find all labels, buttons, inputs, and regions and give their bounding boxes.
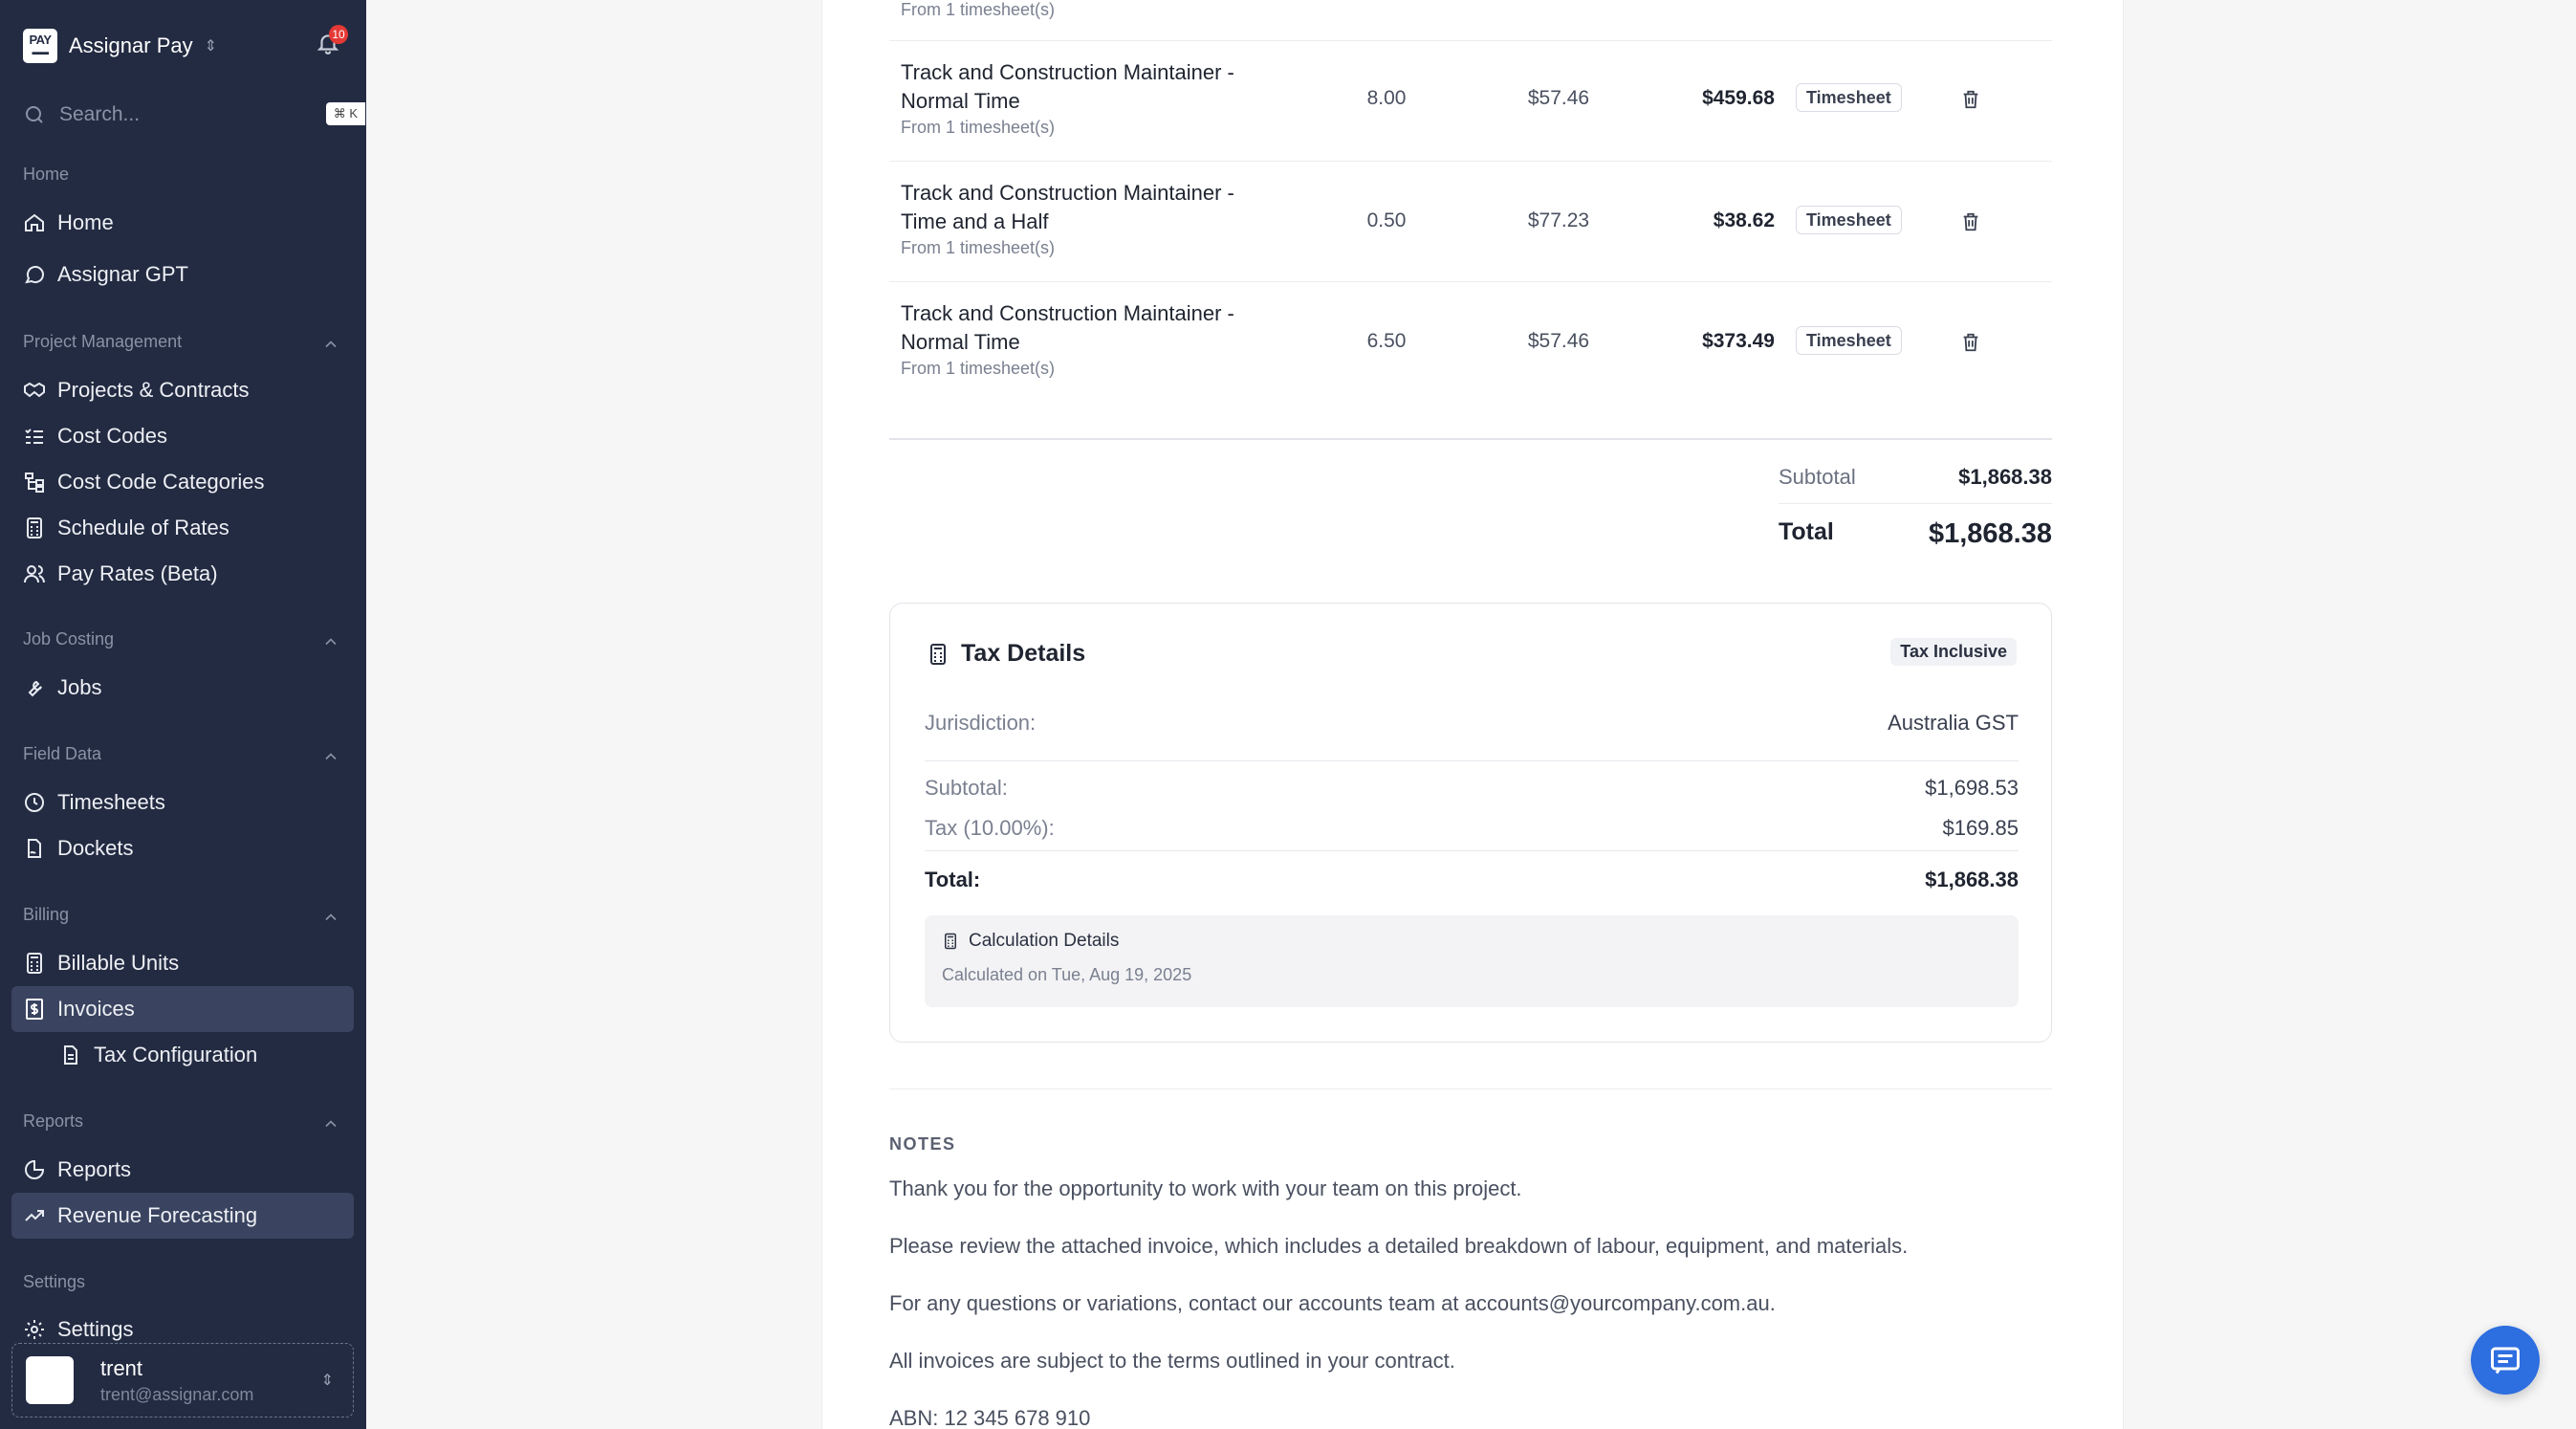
- notification-count-badge: 10: [329, 25, 348, 44]
- search-placeholder: Search...: [59, 103, 141, 125]
- sidebar-item-label: Billable Units: [57, 951, 180, 975]
- subtotal-label: Subtotal: [1779, 465, 1856, 489]
- sidebar-item-schedule-of-rates[interactable]: [11, 505, 354, 551]
- line-item-qty: 8.00: [1366, 87, 1407, 109]
- trending-up-icon: [23, 1204, 46, 1227]
- trash-icon[interactable]: [1960, 332, 1981, 353]
- search-input[interactable]: [23, 96, 365, 134]
- sidebar-item-projects-contracts[interactable]: [11, 367, 354, 413]
- sidebar-item-revenue-forecasting[interactable]: [11, 1193, 354, 1239]
- table-row: [889, 40, 2052, 161]
- line-item-source: From 1 timesheet(s): [901, 118, 1056, 137]
- chevron-up-icon[interactable]: [321, 1114, 340, 1133]
- sidebar-item-jobs[interactable]: [11, 665, 354, 711]
- line-item-rate: $77.23: [1527, 209, 1590, 231]
- pie-chart-icon: [23, 1158, 46, 1181]
- sidebar-item-label: Timesheets: [57, 790, 165, 814]
- calculator-icon: [927, 643, 950, 666]
- chevron-up-icon[interactable]: [321, 747, 340, 766]
- gear-icon: [23, 1318, 46, 1341]
- sidebar-item-billable-units[interactable]: [11, 940, 354, 986]
- sidebar-item-label: Cost Code Categories: [57, 470, 265, 494]
- line-item-type-badge: Timesheet: [1796, 206, 1902, 234]
- message-icon: [2488, 1343, 2522, 1377]
- divider: [1779, 503, 2052, 504]
- trash-icon[interactable]: [1960, 89, 1981, 110]
- tax-amount-value: $169.85: [1942, 816, 2019, 840]
- users-icon: [23, 562, 46, 585]
- note-line: For any questions or variations, contact our accounts team at accounts@yourcompany.com.au.: [889, 1291, 1776, 1315]
- table-row: [889, 281, 2052, 402]
- line-item-qty: 0.50: [1366, 209, 1407, 231]
- sidebar-item-pay-rates[interactable]: [11, 551, 354, 597]
- sidebar-item-label: Pay Rates (Beta): [57, 561, 218, 585]
- tax-total-label: Total:: [925, 868, 981, 891]
- table-row: [889, 161, 2052, 281]
- sidebar-item-label: Tax Configuration: [94, 1043, 258, 1066]
- sidebar-item-label: Schedule of Rates: [57, 516, 229, 539]
- line-item-amount: $459.68: [1702, 87, 1775, 109]
- sidebar-item-invoices[interactable]: [11, 986, 354, 1032]
- tax-subtotal-value: $1,698.53: [1925, 776, 2019, 800]
- calculation-details-title: Calculation Details: [942, 931, 1119, 952]
- note-line: ABN: 12 345 678 910: [889, 1406, 1091, 1429]
- sidebar-item-label: Invoices: [57, 997, 135, 1021]
- section-billing: Billing: [23, 905, 70, 924]
- sidebar-item-cost-codes[interactable]: [11, 413, 354, 459]
- line-item-rate: $57.46: [1527, 87, 1590, 109]
- line-item-description: Track and Construction Maintainer - Normal Time: [901, 301, 1234, 354]
- trash-icon[interactable]: [1960, 211, 1981, 232]
- sidebar: [0, 0, 366, 1429]
- section-field-data: Field Data: [23, 744, 102, 763]
- line-item-source: From 1 timesheet(s): [901, 359, 1056, 378]
- workspace-switcher[interactable]: [23, 27, 217, 65]
- section-job-costing: Job Costing: [23, 629, 115, 649]
- sidebar-item-label: Jobs: [57, 675, 102, 699]
- section-reports: Reports: [23, 1111, 84, 1131]
- notifications-button[interactable]: [316, 28, 345, 59]
- chevron-up-icon[interactable]: [321, 335, 340, 354]
- calculator-icon: [23, 952, 46, 975]
- chevron-up-icon[interactable]: [321, 908, 340, 927]
- sidebar-item-label: Home: [57, 210, 114, 234]
- user-menu[interactable]: [11, 1343, 354, 1418]
- subtotal-value: $1,868.38: [1958, 465, 2052, 489]
- line-item-source: From 1 timesheet(s): [901, 238, 1056, 257]
- tax-details-title: Tax Details: [927, 640, 1085, 668]
- line-item-amount: $38.62: [1713, 209, 1775, 231]
- divider: [925, 850, 2019, 851]
- note-line: Please review the attached invoice, which includes a detailed breakdown of labour, equipment, and materials.: [889, 1234, 1909, 1258]
- chat-support-button[interactable]: [2471, 1326, 2540, 1395]
- section-home: Home: [23, 165, 70, 184]
- tree-icon: [23, 471, 46, 494]
- sidebar-item-dockets[interactable]: [11, 825, 354, 871]
- user-email: trent@assignar.com: [100, 1384, 254, 1404]
- line-item-rate: $57.46: [1527, 330, 1590, 352]
- tax-details-card: [889, 603, 2052, 1043]
- section-settings: Settings: [23, 1272, 86, 1291]
- clock-icon: [23, 791, 46, 814]
- divider: [889, 438, 2052, 440]
- sidebar-item-label: Assignar GPT: [57, 262, 188, 286]
- line-item-qty: 6.50: [1366, 330, 1407, 352]
- tax-total-value: $1,868.38: [1925, 868, 2019, 891]
- calculator-icon: [23, 517, 46, 539]
- line-item-source: From 1 timesheet(s): [901, 0, 1056, 19]
- avatar: [26, 1356, 74, 1404]
- jurisdiction-label: Jurisdiction:: [925, 711, 1037, 735]
- sidebar-item-label: Projects & Contracts: [57, 378, 250, 402]
- sidebar-item-label: Cost Codes: [57, 424, 167, 448]
- search-icon: [23, 103, 46, 126]
- file-text-icon: [59, 1044, 82, 1066]
- home-icon: [23, 211, 46, 234]
- calculator-icon: [942, 933, 959, 950]
- note-line: Thank you for the opportunity to work with your team on this project.: [889, 1176, 1522, 1200]
- sidebar-item-label: Settings: [57, 1317, 134, 1341]
- line-item-amount: $373.49: [1702, 330, 1775, 352]
- jurisdiction-value: Australia GST: [1888, 711, 2019, 735]
- divider: [925, 760, 2019, 761]
- sidebar-item-label: Revenue Forecasting: [57, 1203, 258, 1227]
- wrench-icon: [23, 676, 46, 699]
- line-item-description: Track and Construction Maintainer - Time and a Half: [901, 181, 1234, 233]
- app-name: Assignar Pay: [69, 33, 193, 57]
- line-item-type-badge: Timesheet: [1796, 326, 1902, 355]
- sidebar-item-reports[interactable]: [11, 1147, 354, 1193]
- chevron-updown-icon: ⇕: [204, 38, 218, 55]
- handshake-icon: [23, 379, 46, 402]
- total-label: Total: [1779, 518, 1834, 545]
- chevron-updown-icon: ⇕: [320, 1373, 334, 1389]
- note-line: All invoices are subject to the terms outlined in your contract.: [889, 1349, 1455, 1373]
- sidebar-item-timesheets[interactable]: [11, 780, 354, 825]
- total-value: $1,868.38: [1928, 518, 2052, 549]
- file-signature-icon: [23, 837, 46, 860]
- list-check-icon: [23, 425, 46, 448]
- sidebar-item-home[interactable]: [11, 200, 354, 246]
- receipt-icon: [23, 998, 46, 1021]
- sidebar-item-cost-code-categories[interactable]: [11, 459, 354, 505]
- app-logo: PAY ▬▬: [23, 29, 57, 63]
- divider: [889, 1088, 2052, 1089]
- search-shortcut: ⌘ K: [326, 102, 365, 125]
- calculation-details: [925, 915, 2019, 1007]
- user-name: trent: [100, 1355, 143, 1380]
- line-item-type-badge: Timesheet: [1796, 83, 1902, 112]
- sidebar-item-label: Reports: [57, 1157, 132, 1181]
- section-project-management: Project Management: [23, 332, 183, 351]
- sidebar-item-tax-configuration[interactable]: [48, 1032, 354, 1078]
- tax-subtotal-label: Subtotal:: [925, 776, 1008, 800]
- sidebar-item-assignar-gpt[interactable]: [11, 252, 354, 297]
- sidebar-item-label: Dockets: [57, 836, 134, 860]
- line-item-description: Track and Construction Maintainer - Normal Time: [901, 60, 1234, 113]
- tax-amount-label: Tax (10.00%):: [925, 816, 1055, 840]
- tax-mode-badge: Tax Inclusive: [1890, 638, 2017, 666]
- chat-bubble-icon: [23, 263, 46, 286]
- calculation-date: Calculated on Tue, Aug 19, 2025: [942, 965, 1192, 984]
- chevron-up-icon[interactable]: [321, 632, 340, 651]
- notes-heading: NOTES: [889, 1134, 956, 1154]
